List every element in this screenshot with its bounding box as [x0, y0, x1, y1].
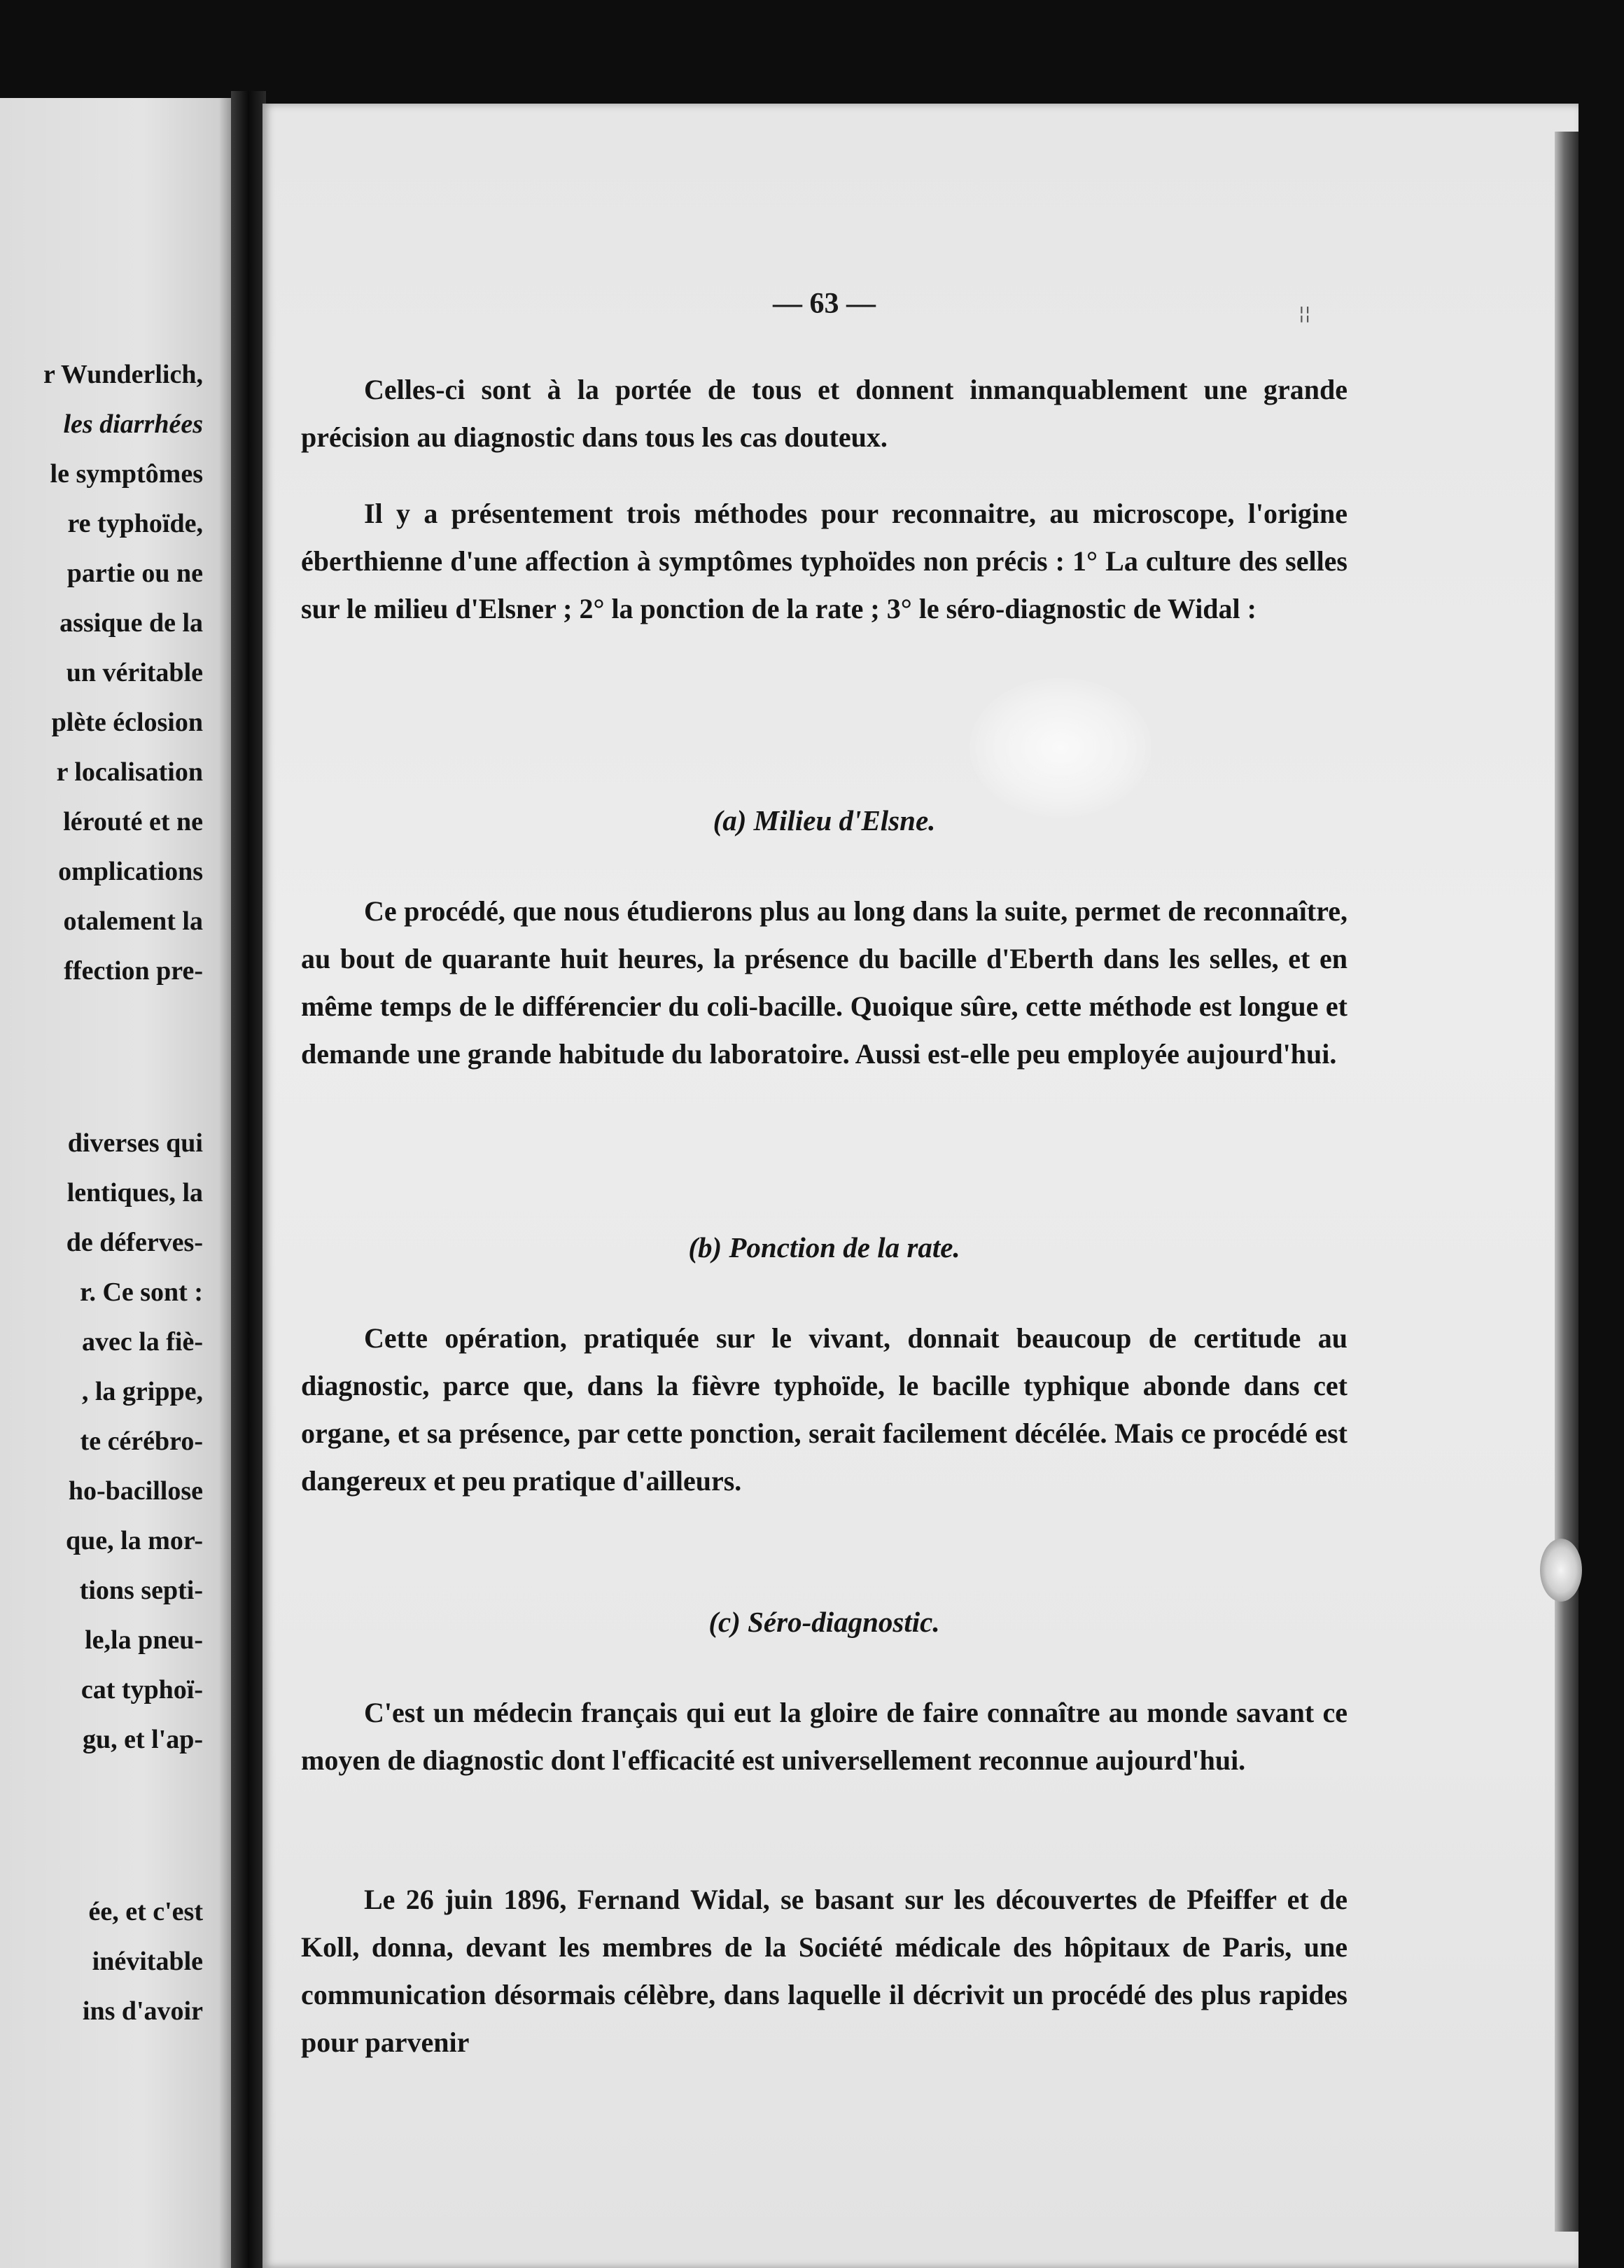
- paragraph-3: Ce procédé, que nous étudierons plus au long dans la suite, permet de reconnaître, au bout de quarante huit heures, la présence du bacille d'Eberth dans les selles, et en même temps de le différencier du coli-bacille. Quoique sûre, cette méthode est longue et demande une grande habitude du laboratoire. Aussi est-elle peu employée aujourd'hui.: [301, 895, 1348, 1070]
- left-page-line: que, la mor-: [66, 1526, 203, 1555]
- left-page-line: r localisation: [56, 757, 203, 787]
- binding-hole: [1540, 1539, 1582, 1602]
- left-page-line: avec la fiè-: [81, 1327, 203, 1357]
- left-page-line: omplications: [58, 857, 203, 886]
- left-page-line: ho-bacillose: [68, 1476, 203, 1506]
- section-heading-c: [301, 1605, 1348, 1639]
- left-page-line: , la grippe,: [81, 1377, 203, 1406]
- left-page-line: le,la pneu-: [85, 1625, 203, 1655]
- left-page-line: re typhoïde,: [67, 509, 203, 538]
- left-page-line: inévitable: [92, 1947, 203, 1976]
- left-page-line: lentiques, la: [66, 1178, 203, 1208]
- left-page-line: r Wunderlich,: [43, 360, 203, 389]
- left-page-line: [0, 996, 203, 1119]
- left-page-text: [0, 350, 203, 2036]
- left-page-line: diverses qui: [67, 1128, 203, 1158]
- heading-b-title: Ponction de la rate.: [729, 1231, 960, 1264]
- paragraph-2: Il y a présentement trois méthodes pour reconnaitre, au microscope, l'origine éberthienne d'une affection à symptômes typhoïdes non précis : 1° La culture des selles sur le milieu d'Elsner ; 2° la ponction de la rate ; 3° le séro-diagnostic de Widal :: [301, 498, 1348, 624]
- left-page-line: un véritable: [66, 658, 203, 687]
- margin-marks: ¦¦: [1298, 303, 1311, 324]
- left-page-line: les diarrhées: [63, 410, 203, 439]
- heading-c-label: (c): [708, 1606, 741, 1638]
- page-number: — 63 —: [773, 288, 876, 320]
- left-page-line: assique de la: [59, 608, 203, 638]
- left-page-line: plète éclosion: [51, 708, 203, 737]
- left-page-line: ins d'avoir: [82, 1996, 203, 2026]
- heading-a-title: Milieu d'Elsne.: [753, 804, 936, 836]
- paragraph-6: Le 26 juin 1896, Fernand Widal, se basant sur les découvertes de Pfeiffer et de Koll, donna, devant les membres de la Société médicale des hôpitaux de Paris, une communication désormais célèbre, dans laquelle il décrivit un procédé des plus rapides pour parvenir: [301, 1884, 1348, 2058]
- page-edge: [1555, 132, 1578, 2232]
- left-page-line: gu, et l'ap-: [82, 1725, 203, 1754]
- left-page-line: ffection pre-: [64, 956, 203, 986]
- heading-c-title: Séro-diagnostic.: [748, 1606, 940, 1638]
- paragraph-4: Cette opération, pratiquée sur le vivant, donnait beaucoup de certitude au diagnostic, parce que, dans la fièvre typhoïde, le bacille typhique abonde dans cet organe, et sa présence, par cette ponction, serait facilement décélée. Mais ce procédé est dangereux et peu pratique d'ailleurs.: [301, 1322, 1348, 1497]
- left-page-line: de déferves-: [66, 1228, 203, 1257]
- paragraph-5: C'est un médecin français qui eut la gloire de faire connaître au monde savant ce moyen de diagnostic dont l'efficacité est universellement reconnue aujourd'hui.: [301, 1697, 1348, 1776]
- left-page-line: ée, et c'est: [88, 1897, 203, 1926]
- left-page-line: le symptômes: [50, 459, 203, 489]
- scan-smudge: [969, 678, 1152, 818]
- book-gutter: [231, 91, 266, 2268]
- left-page-line: cat typhoï-: [80, 1675, 203, 1704]
- left-page-line: r. Ce sont :: [80, 1278, 203, 1307]
- left-page-line: partie ou ne: [66, 559, 203, 588]
- left-page-line: otalement la: [63, 906, 203, 936]
- paragraph-1: Celles-ci sont à la portée de tous et donnent inmanquablement une grande précision au diagnostic dans tous les cas douteux.: [301, 374, 1348, 453]
- left-page-line: lérouté et ne: [63, 807, 203, 836]
- section-heading-b: [301, 1231, 1348, 1264]
- left-page-line: te cérébro-: [80, 1427, 203, 1456]
- left-page-line: tions septi-: [79, 1576, 203, 1605]
- left-facing-page: [0, 98, 238, 2268]
- left-page-line: [0, 1765, 203, 1887]
- heading-b-label: (b): [688, 1231, 722, 1264]
- heading-a-label: (a): [713, 804, 747, 836]
- main-page: [262, 104, 1578, 2268]
- section-heading-a: [301, 804, 1348, 837]
